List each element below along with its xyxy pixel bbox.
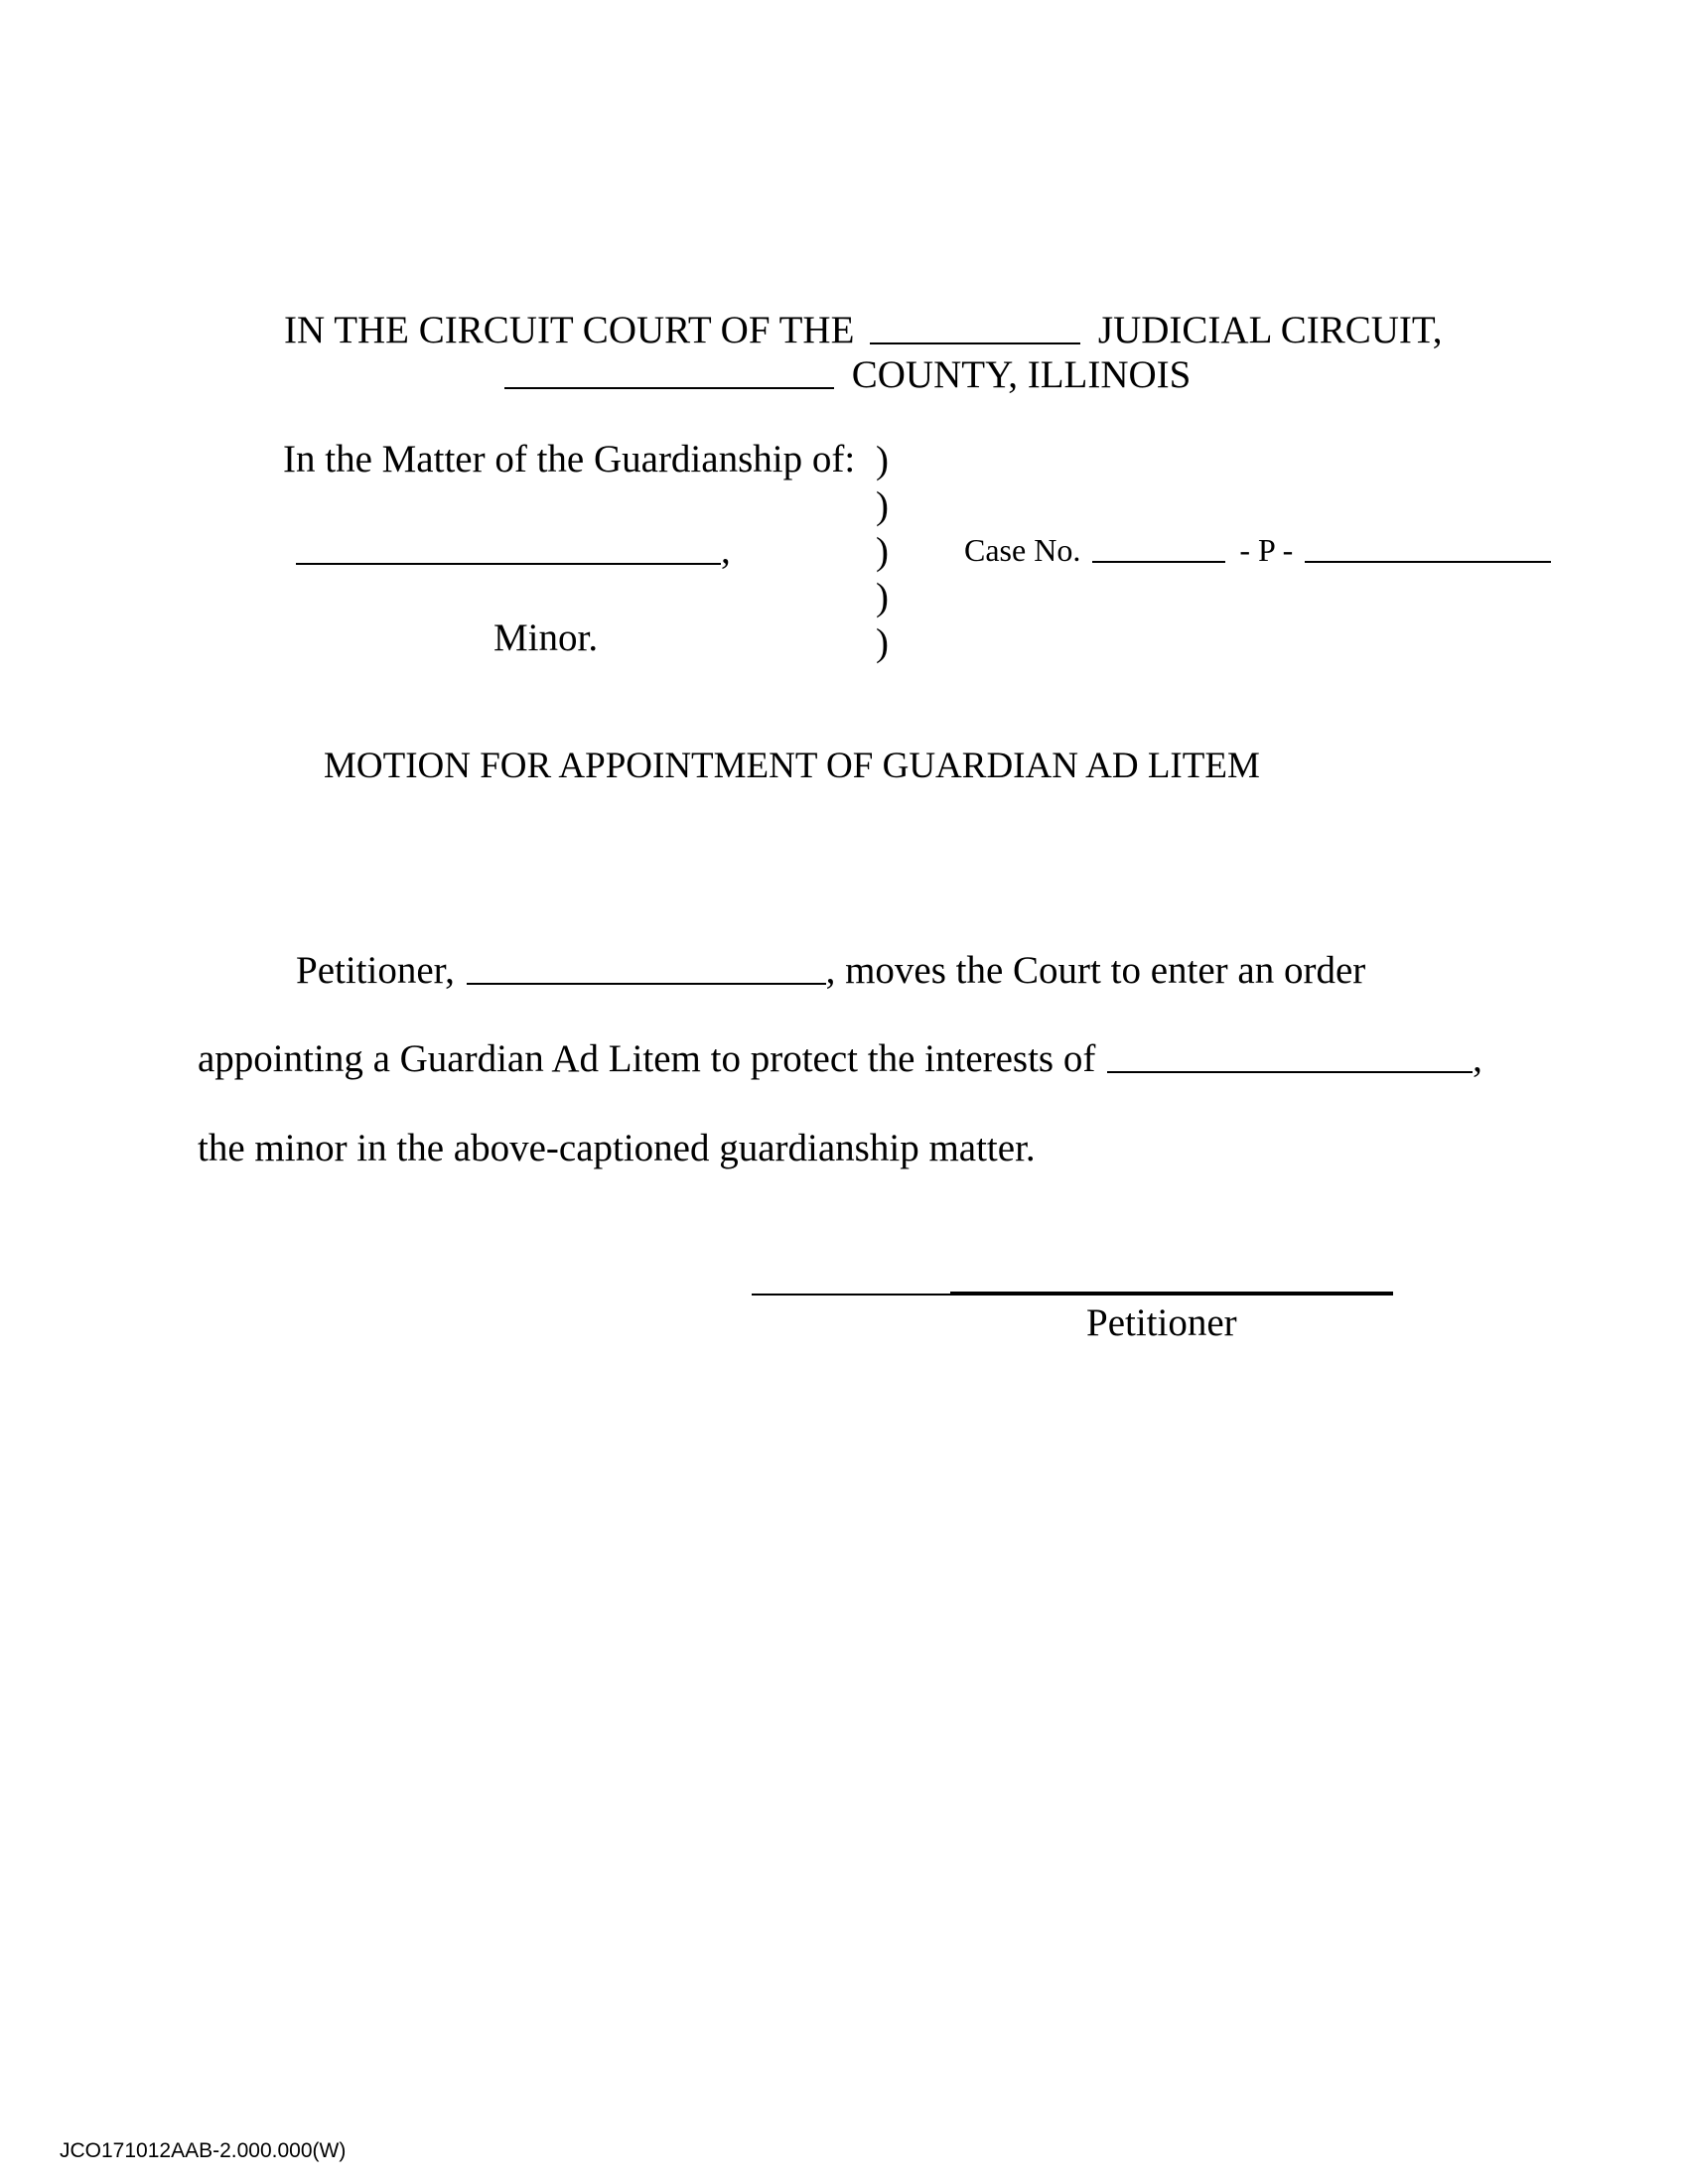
signature-line-left[interactable] <box>752 1294 950 1296</box>
minor-name-blank[interactable] <box>296 562 721 565</box>
signature-label: Petitioner <box>1086 1301 1237 1344</box>
minor-label: Minor. <box>493 616 599 659</box>
case-number-line <box>964 534 1551 566</box>
body-line-2-prefix: appointing a Guardian Ad Litem to protect the interests of <box>198 1037 1096 1080</box>
court-heading-suffix: JUDICIAL CIRCUIT, <box>1097 309 1443 351</box>
case-number-blank[interactable] <box>1305 560 1551 563</box>
minor-name-line <box>296 531 731 570</box>
body-line-1-suffix: , moves the Court to enter an order <box>825 949 1366 992</box>
county-heading-suffix: COUNTY, ILLINOIS <box>851 353 1192 396</box>
signature-line-right[interactable] <box>950 1292 1393 1296</box>
document-title: MOTION FOR APPOINTMENT OF GUARDIAN AD LITEM <box>324 746 1260 786</box>
petitioner-label: Petitioner, <box>296 949 455 992</box>
case-no-label: Case No. <box>964 532 1081 568</box>
case-no-separator: - P - <box>1239 532 1294 568</box>
body-line-2 <box>198 1039 1482 1078</box>
caption-paren-2: ) <box>876 484 889 527</box>
body-line-1 <box>296 951 1365 990</box>
judicial-circuit-blank[interactable] <box>870 341 1080 344</box>
court-heading-prefix: IN THE CIRCUIT COURT OF THE <box>284 309 855 351</box>
body-line-2-suffix: , <box>1473 1037 1482 1080</box>
caption-paren-5: ) <box>876 621 889 664</box>
caption-paren-3: ) <box>876 530 889 573</box>
body-line-3: the minor in the above-captioned guardianship matter. <box>198 1127 1036 1169</box>
case-year-blank[interactable] <box>1092 560 1225 563</box>
caption-paren-4: ) <box>876 576 889 618</box>
petitioner-name-blank[interactable] <box>467 982 826 985</box>
court-heading-line-2 <box>504 355 1191 394</box>
form-code: JCO171012AAB-2.000.000(W) <box>60 2139 347 2162</box>
minor-interest-blank[interactable] <box>1107 1070 1473 1073</box>
caption-paren-1: ) <box>876 439 889 481</box>
county-blank[interactable] <box>504 386 834 389</box>
minor-name-comma: , <box>721 529 731 572</box>
matter-label: In the Matter of the Guardianship of: <box>283 438 856 480</box>
court-heading-line-1 <box>284 311 1443 349</box>
